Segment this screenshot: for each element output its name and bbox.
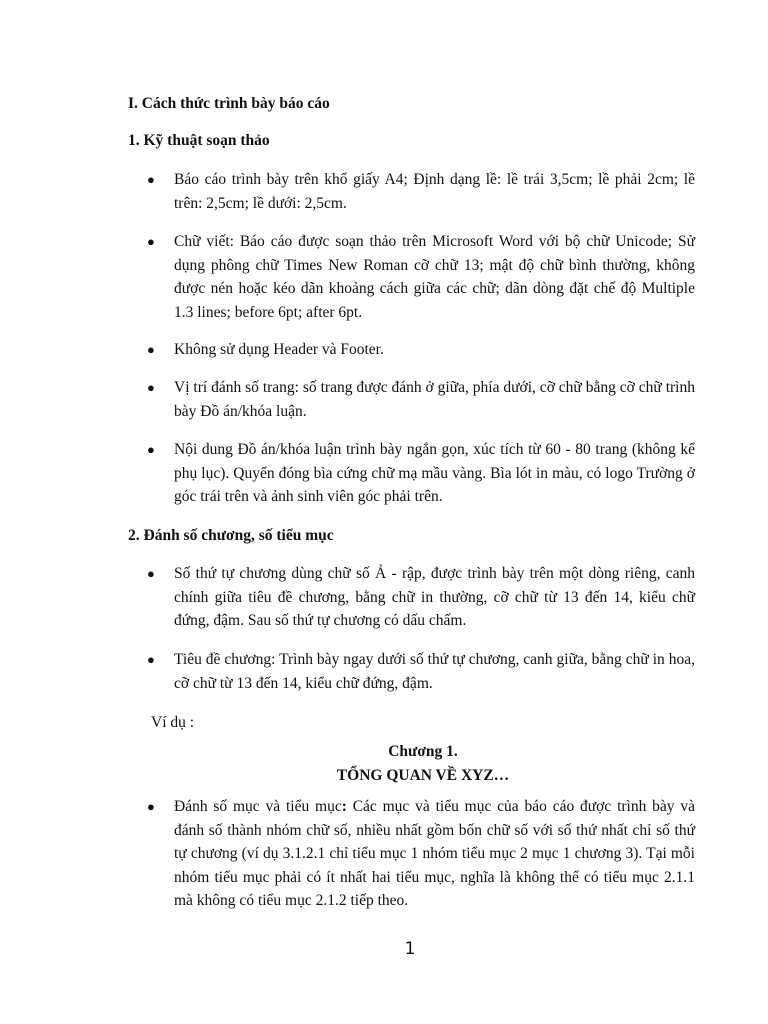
page-number: 1 xyxy=(404,939,416,959)
example-chapter-title: TỔNG QUAN VỀ XYZ… xyxy=(336,767,510,784)
list-item-lead: Đánh số mục và tiểu mục xyxy=(174,798,342,815)
bullet-icon: ● xyxy=(147,799,155,814)
example-label: Ví dụ : xyxy=(151,714,195,731)
bullet-icon: ● xyxy=(147,380,155,395)
subsection-1-title: 1. Kỹ thuật soạn thảo xyxy=(128,132,270,149)
list-item: Chữ viết: Báo cáo được soạn thảo trên Microsoft Word với bộ chữ Unicode; Sử dụng phông chữ Times New Roman cỡ chữ 13; mật độ chữ bình thường, không được nén hoặc kéo dãn khoảng cách giữa các chữ; dãn dòng đặt chế độ Multiple 1.3 lines; before 6pt; after 6pt. xyxy=(174,233,695,321)
example-chapter-number: Chương 1. xyxy=(388,743,458,760)
bullet-icon: ● xyxy=(147,172,155,187)
bullet-icon: ● xyxy=(147,442,155,457)
bullet-icon: ● xyxy=(147,342,155,357)
list-item: Vị trí đánh số trang: số trang được đánh ở giữa, phía dưới, cỡ chữ bằng cỡ chữ trình bày Đồ án/khóa luận. xyxy=(174,379,695,420)
list-item-body: Các mục và tiểu mục của báo cáo được trình bày và đánh số thành nhóm chữ số, nhiều nhất gồm bốn chữ số với số thứ nhất chỉ số thứ tự chương (ví dụ 3.1.2.1 chỉ tiểu mục 1 nhóm tiểu mục 2 mục 1 chương 3). Tại mỗi nhóm tiểu mục phải có ít nhất hai tiểu mục, nghĩa là không thể có tiểu mục 2.1.1 mà không có tiểu mục 2.1.2 tiếp theo. xyxy=(174,798,695,909)
subsection-2-title: 2. Đánh số chương, số tiểu mục xyxy=(128,527,334,544)
bullet-icon: ● xyxy=(147,566,155,581)
list-item: Tiêu đề chương: Trình bày ngay dưới số thứ tự chương, canh giữa, bằng chữ in hoa, cỡ chữ từ 13 đến 14, kiểu chữ đứng, đậm. xyxy=(174,651,695,692)
list-item xyxy=(174,795,695,913)
list-item: Không sử dụng Header và Footer. xyxy=(174,341,384,358)
section-title: I. Cách thức trình bày báo cáo xyxy=(128,95,330,112)
list-item: Số thứ tự chương dùng chữ số Ả - rập, được trình bày trên một dòng riêng, canh chính giữa tiêu đề chương, bằng chữ in thường, cỡ chữ từ 13 đến 14, kiểu chữ đứng, đậm. Sau số thứ tự chương có dấu chấm. xyxy=(174,565,695,629)
bullet-icon: ● xyxy=(147,652,155,667)
bullet-icon: ● xyxy=(147,234,155,249)
list-item-colon: : xyxy=(341,798,347,815)
list-item: Nội dung Đồ án/khóa luận trình bày ngắn gọn, xúc tích từ 60 - 80 trang (không kể phụ lục). Quyển đóng bìa cứng chữ mạ mầu vàng. Bìa lót in màu, có logo Trường ở góc trái trên và ảnh sinh viên góc phải trên. xyxy=(174,441,695,505)
list-item: Báo cáo trình bày trên khổ giấy A4; Định dạng lề: lề trái 3,5cm; lề phải 2cm; lề trên: 2,5cm; lề dưới: 2,5cm. xyxy=(174,171,695,212)
